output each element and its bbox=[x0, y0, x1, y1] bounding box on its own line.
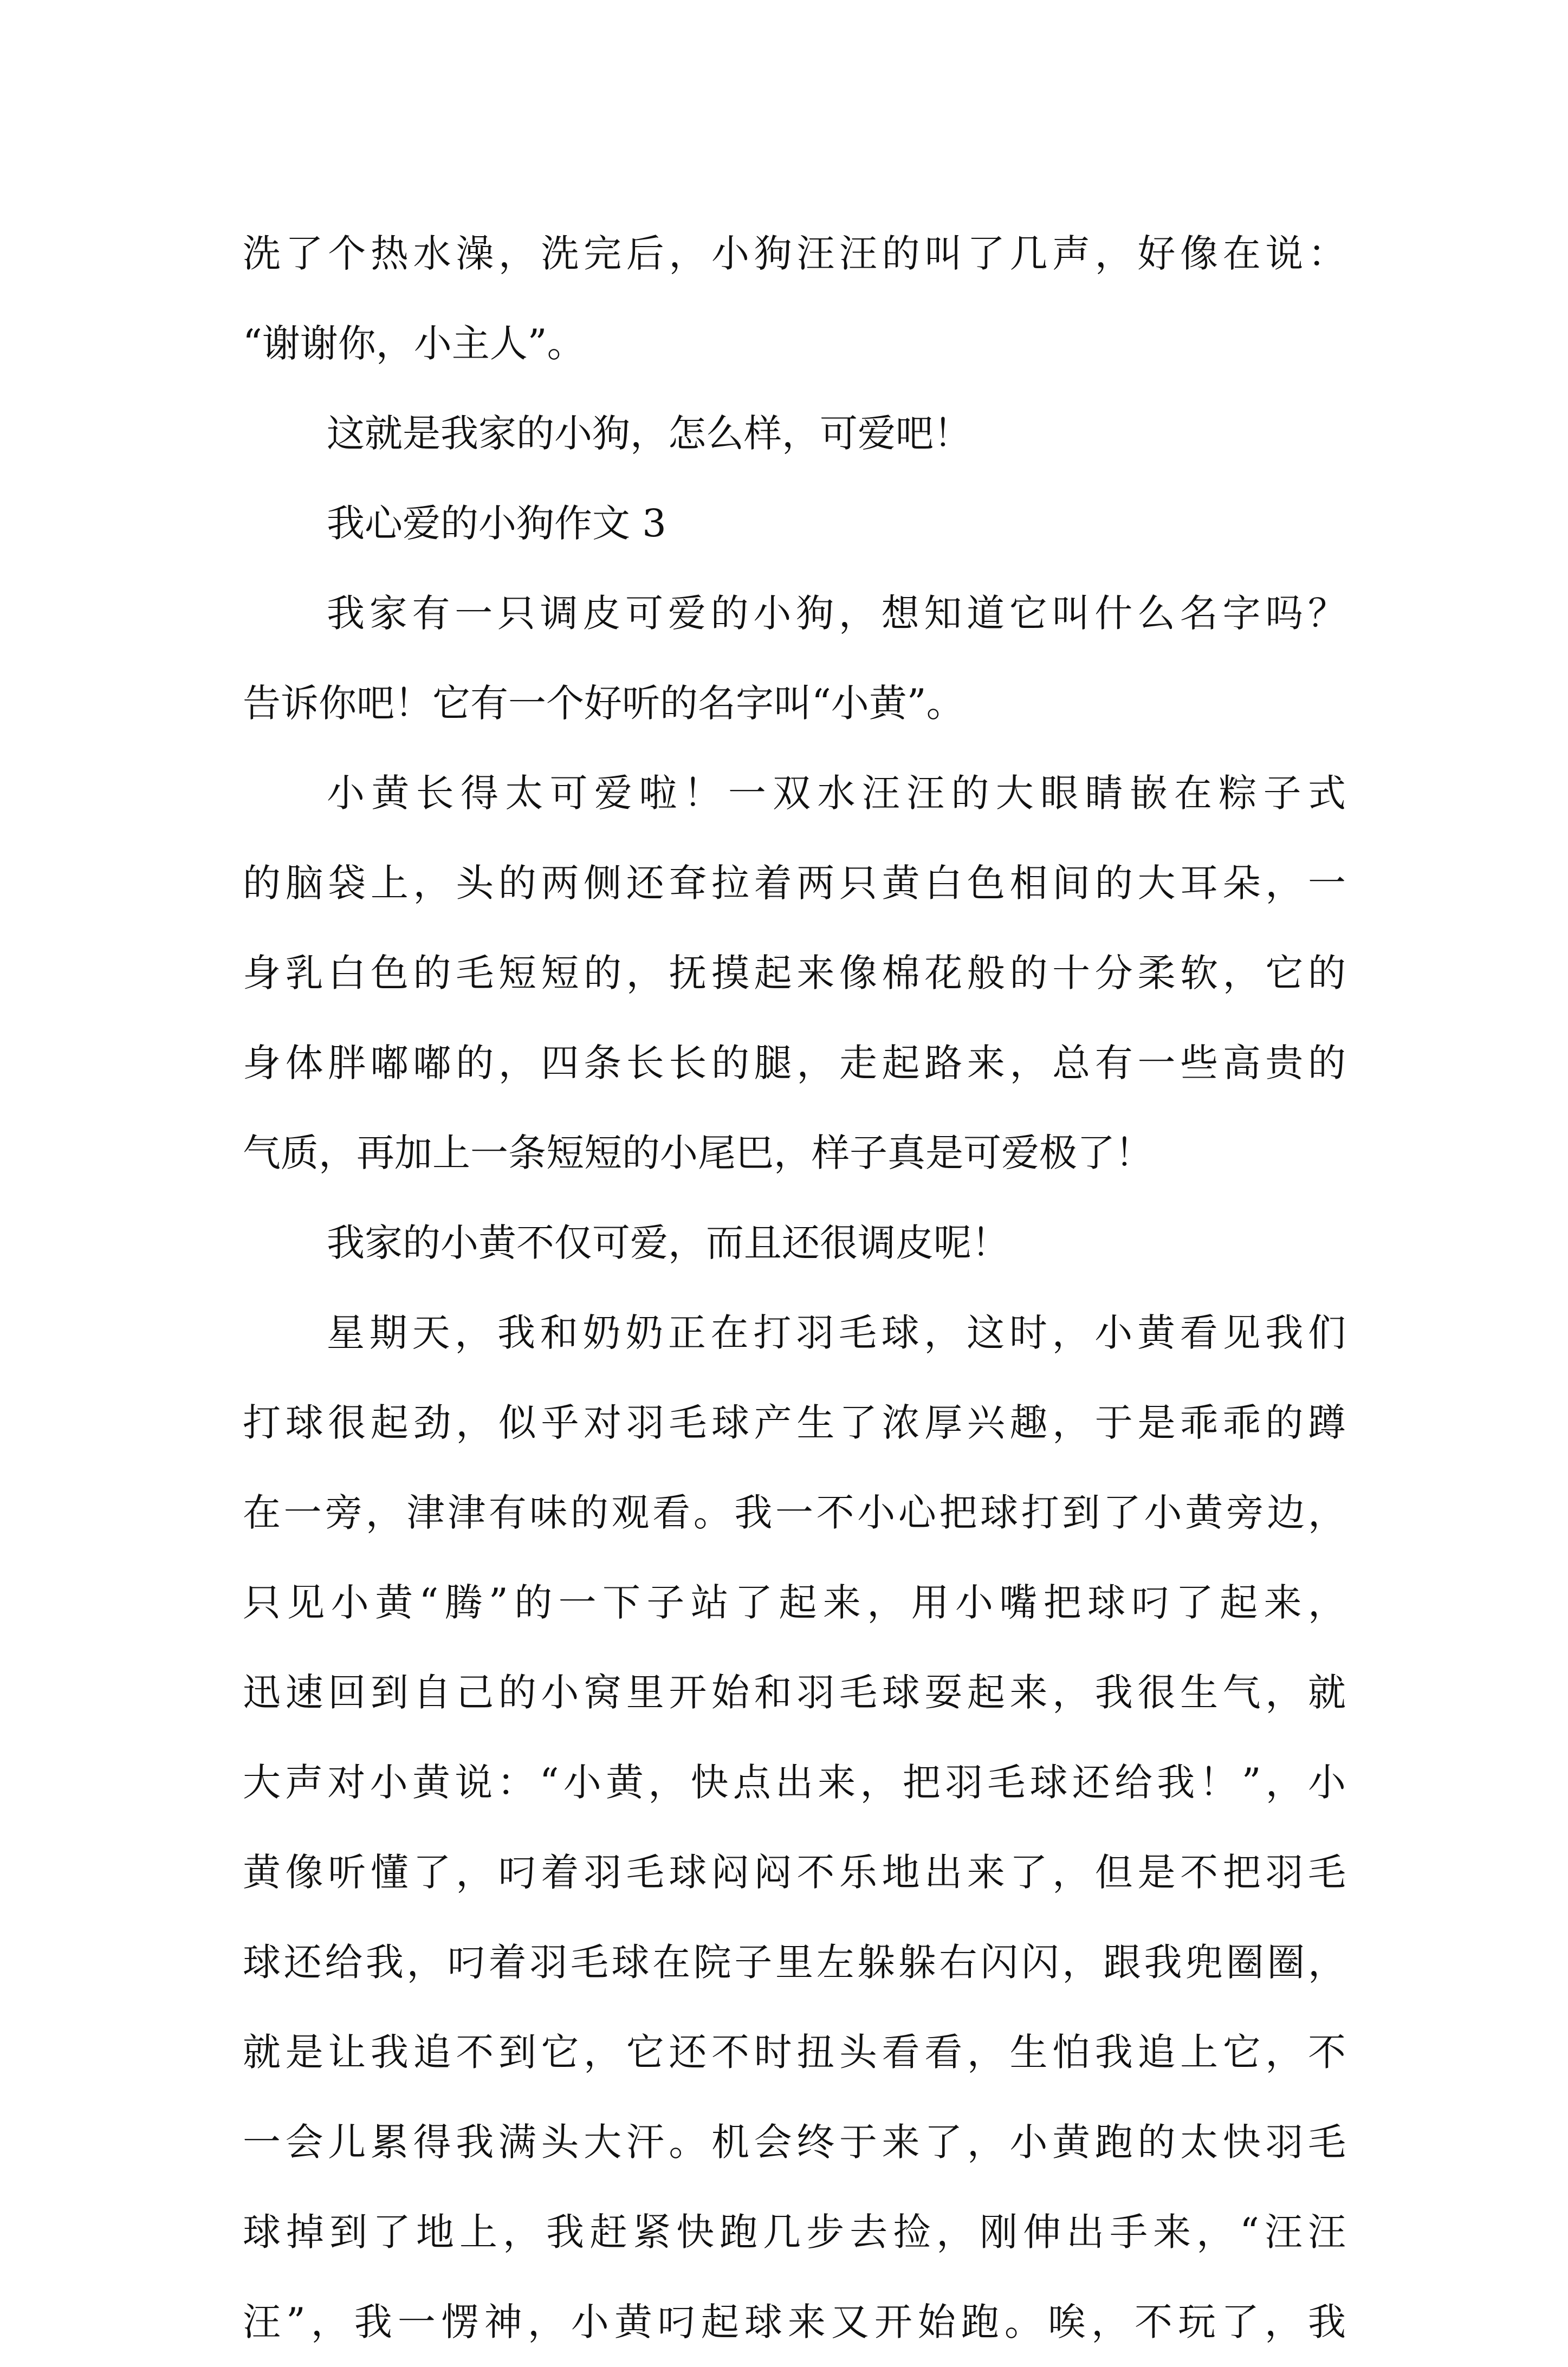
text-line: 的脑袋上，头的两侧还耷拉着两只黄白色相间的大耳朵，一 bbox=[243, 861, 1346, 905]
text-line: 打球很起劲，似乎对羽毛球产生了浓厚兴趣，于是乖乖的蹲 bbox=[243, 1400, 1346, 1445]
text-line: 身乳白色的毛短短的，抚摸起来像棉花般的十分柔软，它的 bbox=[243, 951, 1346, 995]
text-line: 就是让我追不到它，它还不时扭头看看，生怕我追上它，不 bbox=[243, 2030, 1346, 2074]
text-line: 汪”，我一愣神，小黄叼起球来又开始跑。唉，不玩了，我 bbox=[243, 2300, 1346, 2344]
text-line: 一会儿累得我满头大汗。机会终于来了，小黄跑的太快羽毛 bbox=[243, 2120, 1346, 2164]
text-line: 告诉你吧！它有一个好听的名字叫“小黄”。 bbox=[243, 681, 964, 725]
document-body bbox=[243, 209, 1346, 2367]
text-line: 这就是我家的小狗，怎么样，可爱吧！ bbox=[327, 411, 971, 456]
text-line: 我家的小黄不仅可爱，而且还很调皮呢！ bbox=[327, 1221, 1009, 1265]
text-line: 洗了个热水澡，洗完后，小狗汪汪的叫了几声，好像在说： bbox=[243, 231, 1346, 276]
text-line: 小黄长得太可爱啦！一双水汪汪的大眼睛嵌在粽子式 bbox=[327, 771, 1346, 815]
text-line: 身体胖嘟嘟的，四条长长的腿，走起路来，总有一些高贵的 bbox=[243, 1041, 1346, 1085]
text-line: 球还给我，叼着羽毛球在院子里左躲躲右闪闪，跟我兜圈圈， bbox=[243, 1940, 1346, 1985]
text-line: 球掉到了地上，我赶紧快跑几步去捡，刚伸出手来，“汪汪 bbox=[243, 2210, 1346, 2254]
text-line: “谢谢你，小主人”。 bbox=[243, 321, 585, 366]
text-line: 在一旁，津津有味的观看。我一不小心把球打到了小黄旁边， bbox=[243, 1490, 1346, 1535]
section-heading: 我心爱的小狗作文 3 bbox=[327, 501, 666, 546]
text-line: 大声对小黄说：“小黄，快点出来，把羽毛球还给我！”，小 bbox=[243, 1760, 1346, 1805]
text-line: 星期天，我和奶奶正在打羽毛球，这时，小黄看见我们 bbox=[327, 1311, 1346, 1355]
text-line: 只见小黄“腾”的一下子站了起来，用小嘴把球叼了起来， bbox=[243, 1580, 1346, 1625]
text-line: 气质，再加上一条短短的小尾巴，样子真是可爱极了！ bbox=[243, 1131, 1153, 1175]
text-line: 我家有一只调皮可爱的小狗，想知道它叫什么名字吗？ bbox=[327, 591, 1346, 635]
text-line: 迅速回到自己的小窝里开始和羽毛球耍起来，我很生气，就 bbox=[243, 1670, 1346, 1715]
text-line: 黄像听懂了，叼着羽毛球闷闷不乐地出来了，但是不把羽毛 bbox=[243, 1850, 1346, 1895]
